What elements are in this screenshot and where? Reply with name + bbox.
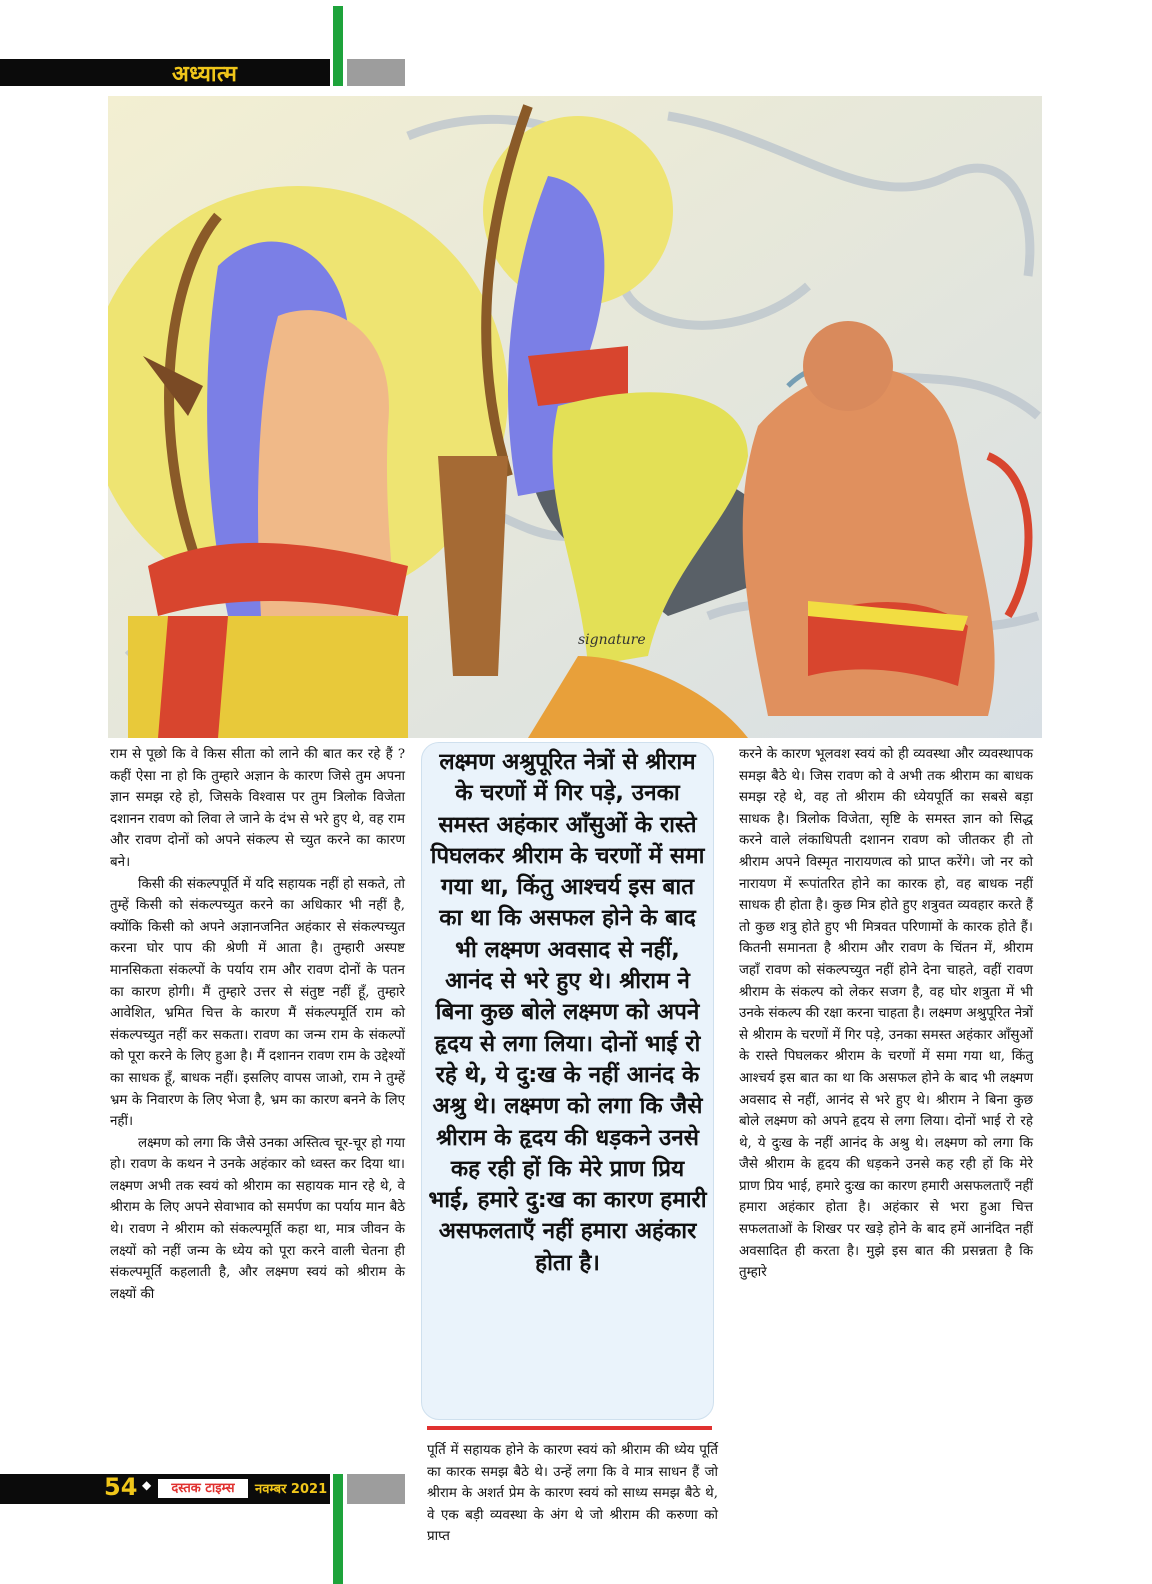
paragraph: पूर्ति में सहायक होने के कारण स्वयं को श्रीराम की ध्येय पूर्ति का कारक समझ बैठे थे। उन्हें लगा कि वे मात्र साधन हैं जो श्रीराम के अशर्त प्रेम के कारण स्वयं को साध्य समझ बैठे थे, वे एक बड़ी व्यवस्था के अंग थे जो श्रीराम की करुणा को प्राप्त <box>427 1443 718 1545</box>
issue-date: नवम्बर 2021 <box>255 1482 328 1497</box>
pull-quote-rule <box>427 1426 712 1430</box>
hanuman-head <box>803 321 893 411</box>
article-middle-column <box>427 1440 718 1548</box>
page-number: 54 <box>104 1473 138 1501</box>
footer-green-bar <box>333 1474 343 1584</box>
section-title: अध्यात्म <box>172 62 238 87</box>
header-grey-block <box>347 59 405 86</box>
header-green-bar <box>333 6 343 86</box>
footer-separator: ◆ <box>142 1478 152 1492</box>
artwork-illustration <box>108 96 1042 738</box>
magazine-name: दस्तक टाइम्स <box>158 1479 248 1498</box>
paragraph: किसी की संकल्पपूर्ति में यदि सहायक नहीं हो सकते, तो तुम्हें किसी को संकल्पच्युत करने का अधिकार भी नहीं है, क्योंकि किसी को अपने अज्ञानजनित अहंकार से संकल्पच्युत करना घोर पाप की श्रेणी में आता है। तुम्हारी अस्पष्ट मानसिकता संकल्पों के पर्याय राम और रावण दोनों के पतन का कारण होगी। मैं तुम्हारे उत्तर से संतुष्ट नहीं हूँ, तुम्हारे आवेशित, भ्रमित चित्त के कारण मैं संकल्पमूर्ति राम को संकल्पच्युत नहीं कर सकता। रावण का जन्म राम के संकल्पों को पूरा करने के लिए हुआ है। मैं दशानन रावण राम के उद्देश्यों का साधक हूँ, बाधक नहीं। इसलिए वापस जाओ, राम ने तुम्हें भ्रम के निवारण के लिए भेजा है, भ्रम का कारण बनने के लिए नहीं। <box>110 876 405 1130</box>
article-right-column <box>739 744 1033 1284</box>
footer-grey-block <box>347 1474 405 1504</box>
artist-signature: signature <box>578 632 646 648</box>
red-drape <box>158 616 228 738</box>
header-band <box>0 59 330 86</box>
paragraph: राम से पूछो कि वे किस सीता को लाने की बात कर रहे हैं ? कहीं ऐसा ना हो कि तुम्हारे अज्ञान के कारण जिसे तुम अपना ज्ञान समझ रहे हो, जिसके विश्वास पर तुम त्रिलोक विजेता दशानन रावण को लिवा ले जाने के दंभ से भरे हुए थे, वह राम और रावण दोनों को अपने संकल्प से च्युत करने का कारण बने। <box>110 747 405 870</box>
pull-quote: लक्ष्मण अश्रुपूरित नेत्रों से श्रीराम के चरणों में गिर पड़े, उनका समस्त अहंकार आँसुओं के रास्ते पिघलकर श्रीराम के चरणों में समा गया था, किंतु आश्चर्य इस बात का था कि असफल होने के बाद भी लक्ष्मण अवसाद से नहीं, आनंद से भरे हुए थे। श्रीराम ने बिना कुछ बोले लक्ष्मण को अपने हृदय से लगा लिया। दोनों भाई रो रहे थे, ये दु:ख के नहीं आनंद के अश्रु थे। लक्ष्मण को लगा कि जैसे श्रीराम के हृदय की धड़कने उनसे कह रही हों कि मेरे प्राण प्रिय भाई, हमारे दु:ख का कारण हमारी असफलताएँ नहीं हमारा अहंकार होता है। <box>421 742 714 1420</box>
paragraph: करने के कारण भूलवश स्वयं को ही व्यवस्था और व्यवस्थापक समझ बैठे थे। जिस रावण को वे अभी तक श्रीराम का बाधक समझ रहे थे, वह तो श्रीराम की ध्येयपूर्ति का सबसे बड़ा साधक है। त्रिलोक विजेता, सृष्टि के समस्त ज्ञान को सिद्ध करने वाले लंकाधिपती दशानन रावण को जीतकर ही तो श्रीराम अपने विस्मृत नारायणत्व को प्राप्त करेंगे। जो नर को नारायण में रूपांतरित होने का कारक हो, वह बाधक नहीं साधक ही होता है। कुछ मित्र होते हुए शत्रुवत व्यवहार करते हैं तो कुछ शत्रु होते हुए भी मित्रवत परिणामों के कारक होते हैं। कितनी समानता है श्रीराम और रावण के चिंतन में, श्रीराम जहाँ रावण को संकल्पच्युत नहीं होने देना चाहते, वहीं रावण श्रीराम के संकल्प को लेकर सजग है, वह घोर शत्रुता में भी उनके संकल्प की रक्षा करना चाहता है। लक्ष्मण अश्रुपूरित नेत्रों से श्रीराम के चरणों में गिर पड़े, उनका समस्त अहंकार आँसुओं के रास्ते पिघलकर श्रीराम के चरणों में समा गया था, किंतु आश्चर्य इस बात का था कि असफल होने के बाद भी लक्ष्मण अवसाद से नहीं, आनंद से भरे हुए थे। श्रीराम ने बिना कुछ बोले लक्ष्मण को अपने हृदय से लगा लिया। दोनों भाई रो रहे थे, ये दुःख के नहीं आनंद के अश्रु थे। लक्ष्मण को लगा कि जैसे श्रीराम के हृदय की धड़कने उनसे कह रही हों कि मेरे प्राण प्रिय भाई, हमारे दुःख का कारण हमारी असफलताएँ नहीं हमारा अहंकार होता है। अहंकार से भरा हुआ चित्त सफलताओं के शिखर पर खड़े होने के बाद हमें आनंदित नहीं अवसादित ही करता है। मुझे इस बात की प्रसन्नता है कि तुम्हारे <box>739 747 1033 1281</box>
paragraph: लक्ष्मण को लगा कि जैसे उनका अस्तित्व चूर-चूर हो गया हो। रावण के कथन ने उनके अहंकार को ध्वस्त कर दिया था। लक्ष्मण अभी तक स्वयं को श्रीराम का सहायक मान रहे थे, वे श्रीराम के लिए अपने सेवाभाव को समर्पण का पर्याय मान बैठे थे। रावण ने श्रीराम को संकल्पमूर्ति कहा था, मात्र जीवन के लक्ष्यों को नहीं जन्म के ध्येय को पूरा करने वाली चेतना ही संकल्पमूर्ति कहलाती है, और लक्ष्मण स्वयं को श्रीराम के लक्ष्यों की <box>110 1135 405 1302</box>
article-left-column <box>110 744 405 1305</box>
